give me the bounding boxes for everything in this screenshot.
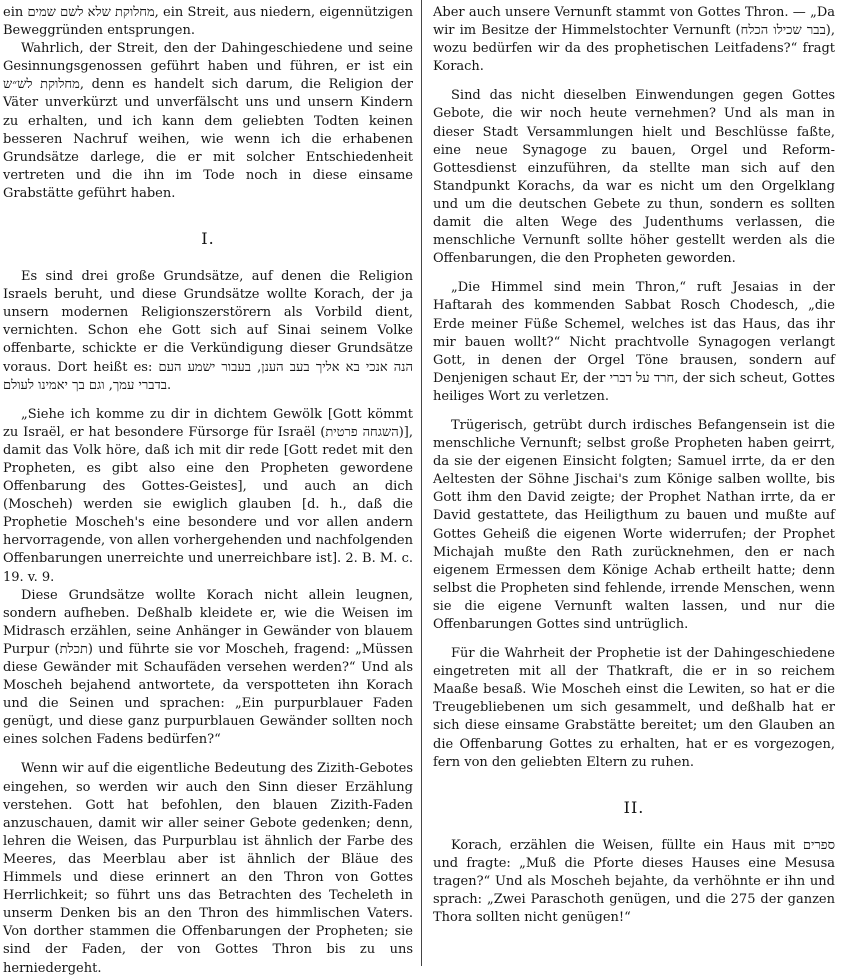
left-paragraph-3: Es sind drei große Grundsätze, auf denen die Religion Israels beruht, und diese Grundsätze wollte Korach, der ja unsern modernen Religionszerstörern als Vorbild dient, vernichten. Schon ehe Gott sich auf Sinai seinem Volke offenbarte, schickte er die Verkündigung dieser Grundsätze voraus. Dort heißt es: הנה אנכי בא אליך בעב הענן, בעבור ישמע העם בדברי עמך, וגם בך יאמינו לעולם. <box>3 269 413 393</box>
column-divider <box>421 0 422 966</box>
right-paragraph-2: Sind das nicht dieselben Einwendungen gegen Gottes Gebote, die wir noch heute vernehmen? Und als man in dieser Stadt Versammlungen hielt und Beschlüsse faßte, eine neue Synagoge zu bauen, Orgel und Reform-Gottesdienst einzuführen, da stellte man sich auf den Standpunkt Korachs, da war es nicht um den Orgelklang und um die deutschen Gebete zu thun, sondern es sollten damit die alten Wege des Judenthums verlassen, die menschliche Vernunft sollte höher gestellt werden als die Offenbarungen, die den Propheten geworden. <box>433 88 835 267</box>
left-column <box>3 4 413 978</box>
right-paragraph-6: Korach, erzählen die Weisen, füllte ein Haus mit ספרים und fragte: „Muß die Pforte dieses Hauses eine Mesusa tragen?“ Und als Moscheh bejahte, da verhöhnte er ihn und sprach: „Zwei Paraschoth genügen, und die 275 der ganzen Thora sollten nicht genügen!“ <box>433 837 835 926</box>
section-heading-1: I. <box>201 229 215 249</box>
right-paragraph-4: Trügerisch, getrübt durch irdisches Befangensein ist die menschliche Vernunft; selbst große Propheten haben geirrt, da sie der eigenen Einsicht folgten; Samuel irrte, da er den Aeltesten der Söhne Jischai's zum Könige salben wollte, bis Gott ihm den David zeigte; der Prophet Nathan irrte, da er David gestattete, das Heiligthum zu bauen und mußte auf Gottes Geheiß die eigenen Worte widerrufen; der Prophet Michajah mußte den Rath zurücknehmen, den er nach eigenem Ermessen dem Könige Achab ertheilt hatte; denn selbst die Propheten sind fehlende, irrende Menschen, wenn sie die eigene Vernunft walten lassen, und nur die Offenbarungen Gottes sind untrüglich. <box>433 417 835 632</box>
right-column <box>433 4 835 927</box>
right-paragraph-5: Für die Wahrheit der Prophetie ist der Dahingeschiedene eingetreten mit all der Thatkraft, die er in so reichem Maaße besaß. Wie Moscheh einst die Lewiten, so hat er die Treugebliebenen um sich gesammelt, und deßhalb hat er sich diese einsame Grabstätte bereitet; um den Glauben an die Offenbarung Gottes zu erhalten, hat er es vorgezogen, fern von den geliebten Eltern zu ruhen. <box>433 646 835 770</box>
section-heading-2: II. <box>623 797 645 817</box>
right-paragraph-3: „Die Himmel sind mein Thron,“ ruft Jesaias in der Haftarah des kommenden Sabbat Rosch Chodesch, „die Erde meiner Füße Schemel, welches ist das Haus, das ihr mir bauen wollt?“ Nicht prachtvolle Synagogen verlangt Gott, in denen der Orgel Töne brausen, sondern auf Denjenigen schaut Er, der חרד על דברי, der sich scheut, Gottes heiliges Wort zu verletzen. <box>433 280 835 404</box>
left-paragraph-2: Wahrlich, der Streit, den der Dahingeschiedene und seine Gesinnungsgenossen geführt haben und führen, er ist ein מחלוקת לש״ש, denn es handelt sich darum, die Religion der Väter unverkürzt und unverfälscht uns und unsern Kindern zu erhalten, und ich kann dem geliebten Todten keinen besseren Nachruf weihen, wie wenn ich die erhabenen Grundsätze darlege, die er mit solcher Entschiedenheit vertreten und die ihn im Tode noch in diese einsame Grabstätte geführt haben. <box>3 41 414 201</box>
left-paragraph-4: „Siehe ich komme zu dir in dichtem Gewölk [Gott kömmt zu Israël, er hat besondere Fürsorge für Israël (השגחה פרטית)], damit das Volk höre, daß ich mit dir rede [Gott redet mit den Propheten, es gibt also eine den Propheten gewordene Offenbarung des Gottes-Geistes], und auch an dich (Moscheh) werden sie ewiglich glauben [d. h., daß die Prophetie Moscheh's eine besondere und vor allen andern hervorragende, von allen vorhergehenden und nachfolgenden Offenbarungen unerreichte und unerreichbare ist]. 2. B. M. c. 19. v. 9. <box>3 406 413 585</box>
left-paragraph-1: ein מחלוקת שלא לשם שמים, ein Streit, aus niedern, eigennützigen Beweggründen entsprungen. <box>3 5 413 39</box>
left-paragraph-5: Diese Grundsätze wollte Korach nicht allein leugnen, sondern aufheben. Deßhalb kleidete er, wie die Weisen im Midrasch erzählen, seine Anhänger in Gewänder von blauem Purpur (תכלת) und führte sie vor Moscheh, fragend: „Müssen diese Gewänder mit Schaufäden versehen werden?“ Und als Moscheh bejahend antwortete, da verspotteten ihn Korach und die Seinen und sprachen: „Ein purpurblauer Faden genügt, und diese ganz purpurblauen Gewänder sollten noch eines solchen Fadens bedürfen?“ <box>3 587 414 748</box>
right-paragraph-1: Aber auch unsere Vernunft stammt von Gottes Thron. — „Da wir im Besitze der Himmelstochter Vernunft (בבר שכילו הכלח), wozu bedürfen wir da des prophetischen Leitfadens?“ fragt Korach. <box>433 5 836 75</box>
left-paragraph-6: Wenn wir auf die eigentliche Bedeutung des Zizith-Gebotes eingehen, so werden wir auch den Sinn dieser Erzählung verstehen. Gott hat befohlen, den blauen Zizith-Faden anzuschauen, damit wir aller seiner Gebote gedenken; denn, lehren die Weisen, das Purpurblau ist ähnlich der Farbe des Meeres, das Meerblau aber ist ähnlich der Bläue des Himmels und diese erinnert an den Thron von Gottes Herrlichkeit; so führt uns das Betrachten des Techeleth in unserm Denken bis an den Thron des himmlischen Vaters. Von dorther stammen die Offenbarungen der Propheten; sie sind der Faden, der von Gottes Thron bis zu uns herniedergeht. <box>3 761 414 976</box>
